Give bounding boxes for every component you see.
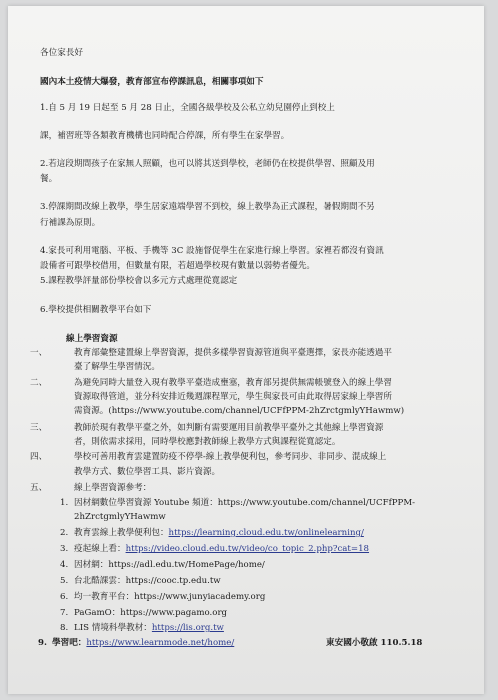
resource-5-heading: 線上學習資源參考： [74, 483, 152, 493]
link-7-number: 7. [60, 608, 69, 618]
item-2-line-1: 2.若這段期間孩子在家無人照顧，也可以將其送到學校，老師仍在校提供學習、照顧及用 [40, 159, 375, 169]
item-5: 5.課程教學評量部份學校會以多元方式處理從寬認定 [40, 276, 238, 286]
item-1-line-2: 課，補習班等各類教育機構也同時配合停課，所有學生在家學習。 [40, 131, 290, 141]
item-4-line-1: 4.家長可利用電腦、平板、手機等 3C 設施督促學生在家進行線上學習。家裡若都沒有資訊 [40, 246, 384, 256]
link-3-label: 疫起線上看： [74, 544, 126, 554]
resource-1-line-2: 臺了解學生學習情況。 [74, 362, 160, 372]
link-2-number: 2. [60, 528, 69, 538]
item-4-line-2: 設備者可跟學校借用，但數量有限，若超過學校現有數量以弱勢者優先。 [40, 261, 316, 271]
resource-3-line-1: 教師於現有教學平臺之外，如判斷有需要運用目前教學平臺外之其他線上學習資源 [74, 423, 384, 433]
resource-5-marker: 五、 [30, 483, 48, 493]
item-3-line-2: 行補課為原則。 [40, 218, 101, 228]
link-9-label: 學習吧： [52, 638, 87, 648]
link-9-row [52, 638, 234, 649]
document-page [8, 6, 484, 694]
link-5-label: 台北酷課雲：https://cooc.tp.edu.tw [74, 576, 221, 586]
link-1-continued: 2hZrctgmlyYHawmw [74, 512, 166, 522]
resource-2-line-3: 需資源。(https://www.youtube.com/channel/UCFfPPM-2hZrctgmlyYHawmw) [74, 406, 405, 416]
resource-3-line-2: 者，則依需求採用，同時學校應對教師線上教學方式與課程從寬認定。 [74, 437, 341, 447]
link-6-number: 6. [60, 592, 69, 602]
resource-4-line-1: 學校可善用教育雲建置防疫不停學-線上教學便利包，參考同步、非同步、混成線上 [74, 452, 387, 462]
signature: 東安國小敬啟 110.5.18 [326, 638, 423, 648]
item-3-line-1: 3.停課期間改線上教學，學生居家遠端學習不到校，線上教學為正式課程，暑假期間不另 [40, 202, 375, 212]
link-8-row [74, 623, 224, 634]
item-2-line-2: 餐。 [40, 174, 58, 184]
item-1-line-1: 1.自 5 月 19 日起至 5 月 28 日止，全國各級學校及公私立幼兒園停止到校上 [40, 103, 335, 113]
link-4-number: 4. [60, 560, 69, 570]
link-7-label: PaGamO：https://www.pagamo.org [74, 608, 228, 618]
link-9-url[interactable]: https://www.learnmode.net/home/ [86, 638, 235, 648]
resource-2-line-1: 為避免同時大量登入現有教學平臺造成壅塞，教育部另提供無需帳號登入的線上學習 [74, 378, 392, 388]
link-4-label: 因材網：https://adl.edu.tw/HomePage/home/ [74, 560, 265, 570]
link-5-number: 5. [60, 576, 69, 586]
resource-4-line-2: 教學方式、數位學習工具、影片資源。 [74, 467, 221, 477]
item-6: 6.學校提供相關教學平台如下 [40, 305, 152, 315]
link-3-url[interactable]: https://video.cloud.edu.tw/video/co_topic_2.php?cat=18 [125, 544, 370, 554]
link-1-label: 因材網數位學習資源 Youtube 頻道：https://www.youtube.com/channel/UCFfPPM- [74, 498, 416, 508]
resource-2-marker: 二、 [30, 378, 48, 388]
link-3-row [74, 544, 369, 555]
resources-heading: 線上學習資源 [66, 334, 118, 344]
resource-1-line-1: 教育部彙整建置線上學習資源，提供多樣學習資源管道與平臺選擇，家長亦能透過平 [74, 348, 392, 358]
resource-3-marker: 三、 [30, 423, 48, 433]
link-2-label: 教育雲線上教學便利包： [74, 528, 169, 538]
resource-1-marker: 一、 [30, 348, 48, 358]
intro-line: 國內本土疫情大爆發，教育部宣布停課訊息，相關事項如下 [40, 77, 264, 87]
link-2-row [74, 528, 364, 539]
link-8-number: 8. [60, 623, 69, 633]
link-3-number: 3. [60, 544, 69, 554]
greeting: 各位家長好 [40, 48, 83, 58]
link-1-number: 1. [60, 498, 69, 508]
link-8-url[interactable]: https://lis.org.tw [151, 623, 224, 633]
link-8-label: LIS 情境科學教材： [74, 623, 152, 633]
link-6-label: 均一教育平台：https://www.junyiacademy.org [74, 592, 266, 602]
resource-4-marker: 四、 [30, 452, 48, 462]
link-2-url[interactable]: https://learning.cloud.edu.tw/onlinelearning/ [168, 528, 364, 538]
resource-2-line-2: 資源取得管道，並分科安排近幾週課程單元，學生與家長可由此取得居家線上學習所 [74, 392, 392, 402]
link-9-number: 9. [38, 638, 47, 648]
